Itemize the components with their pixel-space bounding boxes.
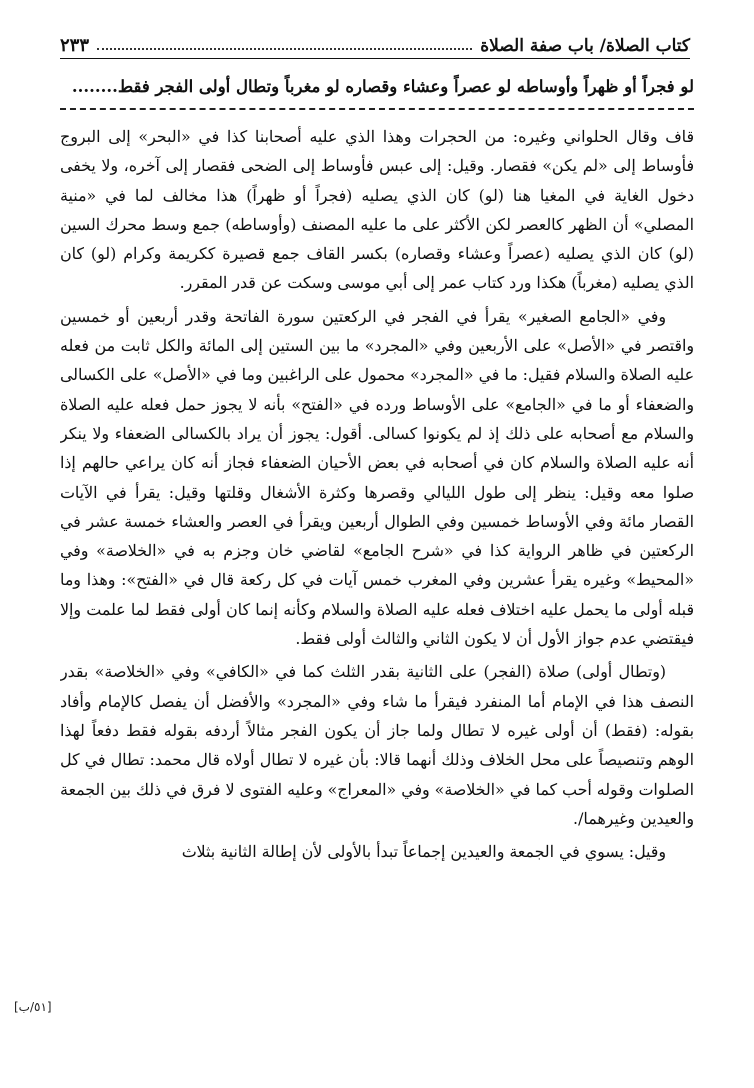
commentary-paragraph: قاف وقال الحلواني وغيره: من الحجرات وهذا الذي عليه أصحابنا كذا في «البحر» إلى البروج فأوساط إلى «لم يكن» فقصار. وقيل: إلى عبس فأوساط إلى الضحى فقصار إلى آخره، ولا يخفى دخول الغاية في المغيا هنا (لو) كان الذي يصليه (فجراً أو ظهراً) هذا مخالف لما في «منية المصلي» أن الظهر كالعصر لكن الأكثر على ما عليه المصنف (وأوساطه) جمع وسط محرك السين (لو) كان الذي يصليه (عصراً وعشاء وقصاره) بكسر القاف جمع قصيرة ككريمة وكرام (لو) كان الذي يصليه (مغرباً) هكذا ورد كتاب عمر إلى أبي موسى وسكت عن قدر المقرر. <box>60 127 694 293</box>
matn-text-line: لو فجراً أو ظهراً وأوساطه لو عصراً وعشاء وقصاره لو مغرباً وتطال أولى الفجر فقط........ <box>71 77 694 96</box>
section-divider <box>60 108 694 110</box>
header-leader-dots <box>97 48 472 50</box>
page-number: ٢٣٣ <box>60 35 90 56</box>
commentary-body <box>60 122 694 1062</box>
manuscript-folio-marker: [٥١/ب] <box>14 1000 52 1014</box>
running-header <box>60 32 690 59</box>
header-title: كتاب الصلاة/ باب صفة الصلاة <box>480 36 690 56</box>
commentary-paragraph: (وتطال أولى) صلاة (الفجر) على الثانية بقدر الثلث كما في «الكافي» وفي «الخلاصة» بقدر النصف هذا في الإمام أما المنفرد فيقرأ ما شاء وفي «المجرد» والأفضل أن يفصل كالإمام وأفاد بقوله: (فقط) أن أولى غيره لا تطال ولما جاز أن يكون الفجر مثالاً أردفه بقوله فقط دفعاً لهذا الوهم وتنصيصاً على محل الخلاف وذلك أنهما قالا: بأن غيره لا تطال أولاه قال محمد: تطال في كل الصلوات وقوله أحب كما في «الخلاصة» وفي «المعراج» وعليه الفتوى لا فرق في ذلك بين الجمعة والعيدين وغيرهما/. <box>60 662 694 828</box>
commentary-paragraph: وقيل: يسوي في الجمعة والعيدين إجماعاً تبدأ بالأولى لأن إطالة الثانية بثلاث <box>181 842 666 862</box>
commentary-paragraph: وفي «الجامع الصغير» يقرأ في الفجر في الركعتين سورة الفاتحة وقدر أربعين أو خمسين واقتصر في «الأصل» على الأربعين وفي «المجرد» ما بين الستين إلى المائة والكل ثابت من فعله عليه الصلاة والسلام فقيل: ما في «المجرد» محمول على الراغبين وما في «الأصل» على الكسالى والضعفاء أو ما في «الجامع» على الأوساط ورده في «الفتح» بأنه لا يجوز حمل فعله عليه الصلاة والسلام مع أصحابه على ذلك إذ لم يكونوا كسالى. أقول: يجوز أن يراد بالكسالى الضعفاء ولا ينكر أنه عليه الصلاة والسلام كان في أصحابه في بعض الأحيان الضعفاء فجاز أنه كان يراعي حالهم إذا صلوا معه وقيل: ينظر إلى طول الليالي وقصرها وكثرة الأشغال وقلتها وقيل: يقرأ في الآيات القصار مائة وفي الأوساط خمسين وفي الطوال أربعين ويقرأ في العصر والعشاء خمسة عشر في الركعتين في ظاهر الرواية كذا في «شرح الجامع» لقاضي خان وجزم به في «الخلاصة» وفي «المحيط» وغيره يقرأ عشرين وفي المغرب خمس آيات في كل ركعة قال في «الفتح»: وهذا وما قبله أولى ما يحمل عليه اختلاف فعله عليه الصلاة والسلام وكأنه إنما كان أولى فقط لما علمت وإلا فيقتضي عدم جواز الأول أن لا يكون الثاني والثالث أولى فقط. <box>60 306 694 649</box>
